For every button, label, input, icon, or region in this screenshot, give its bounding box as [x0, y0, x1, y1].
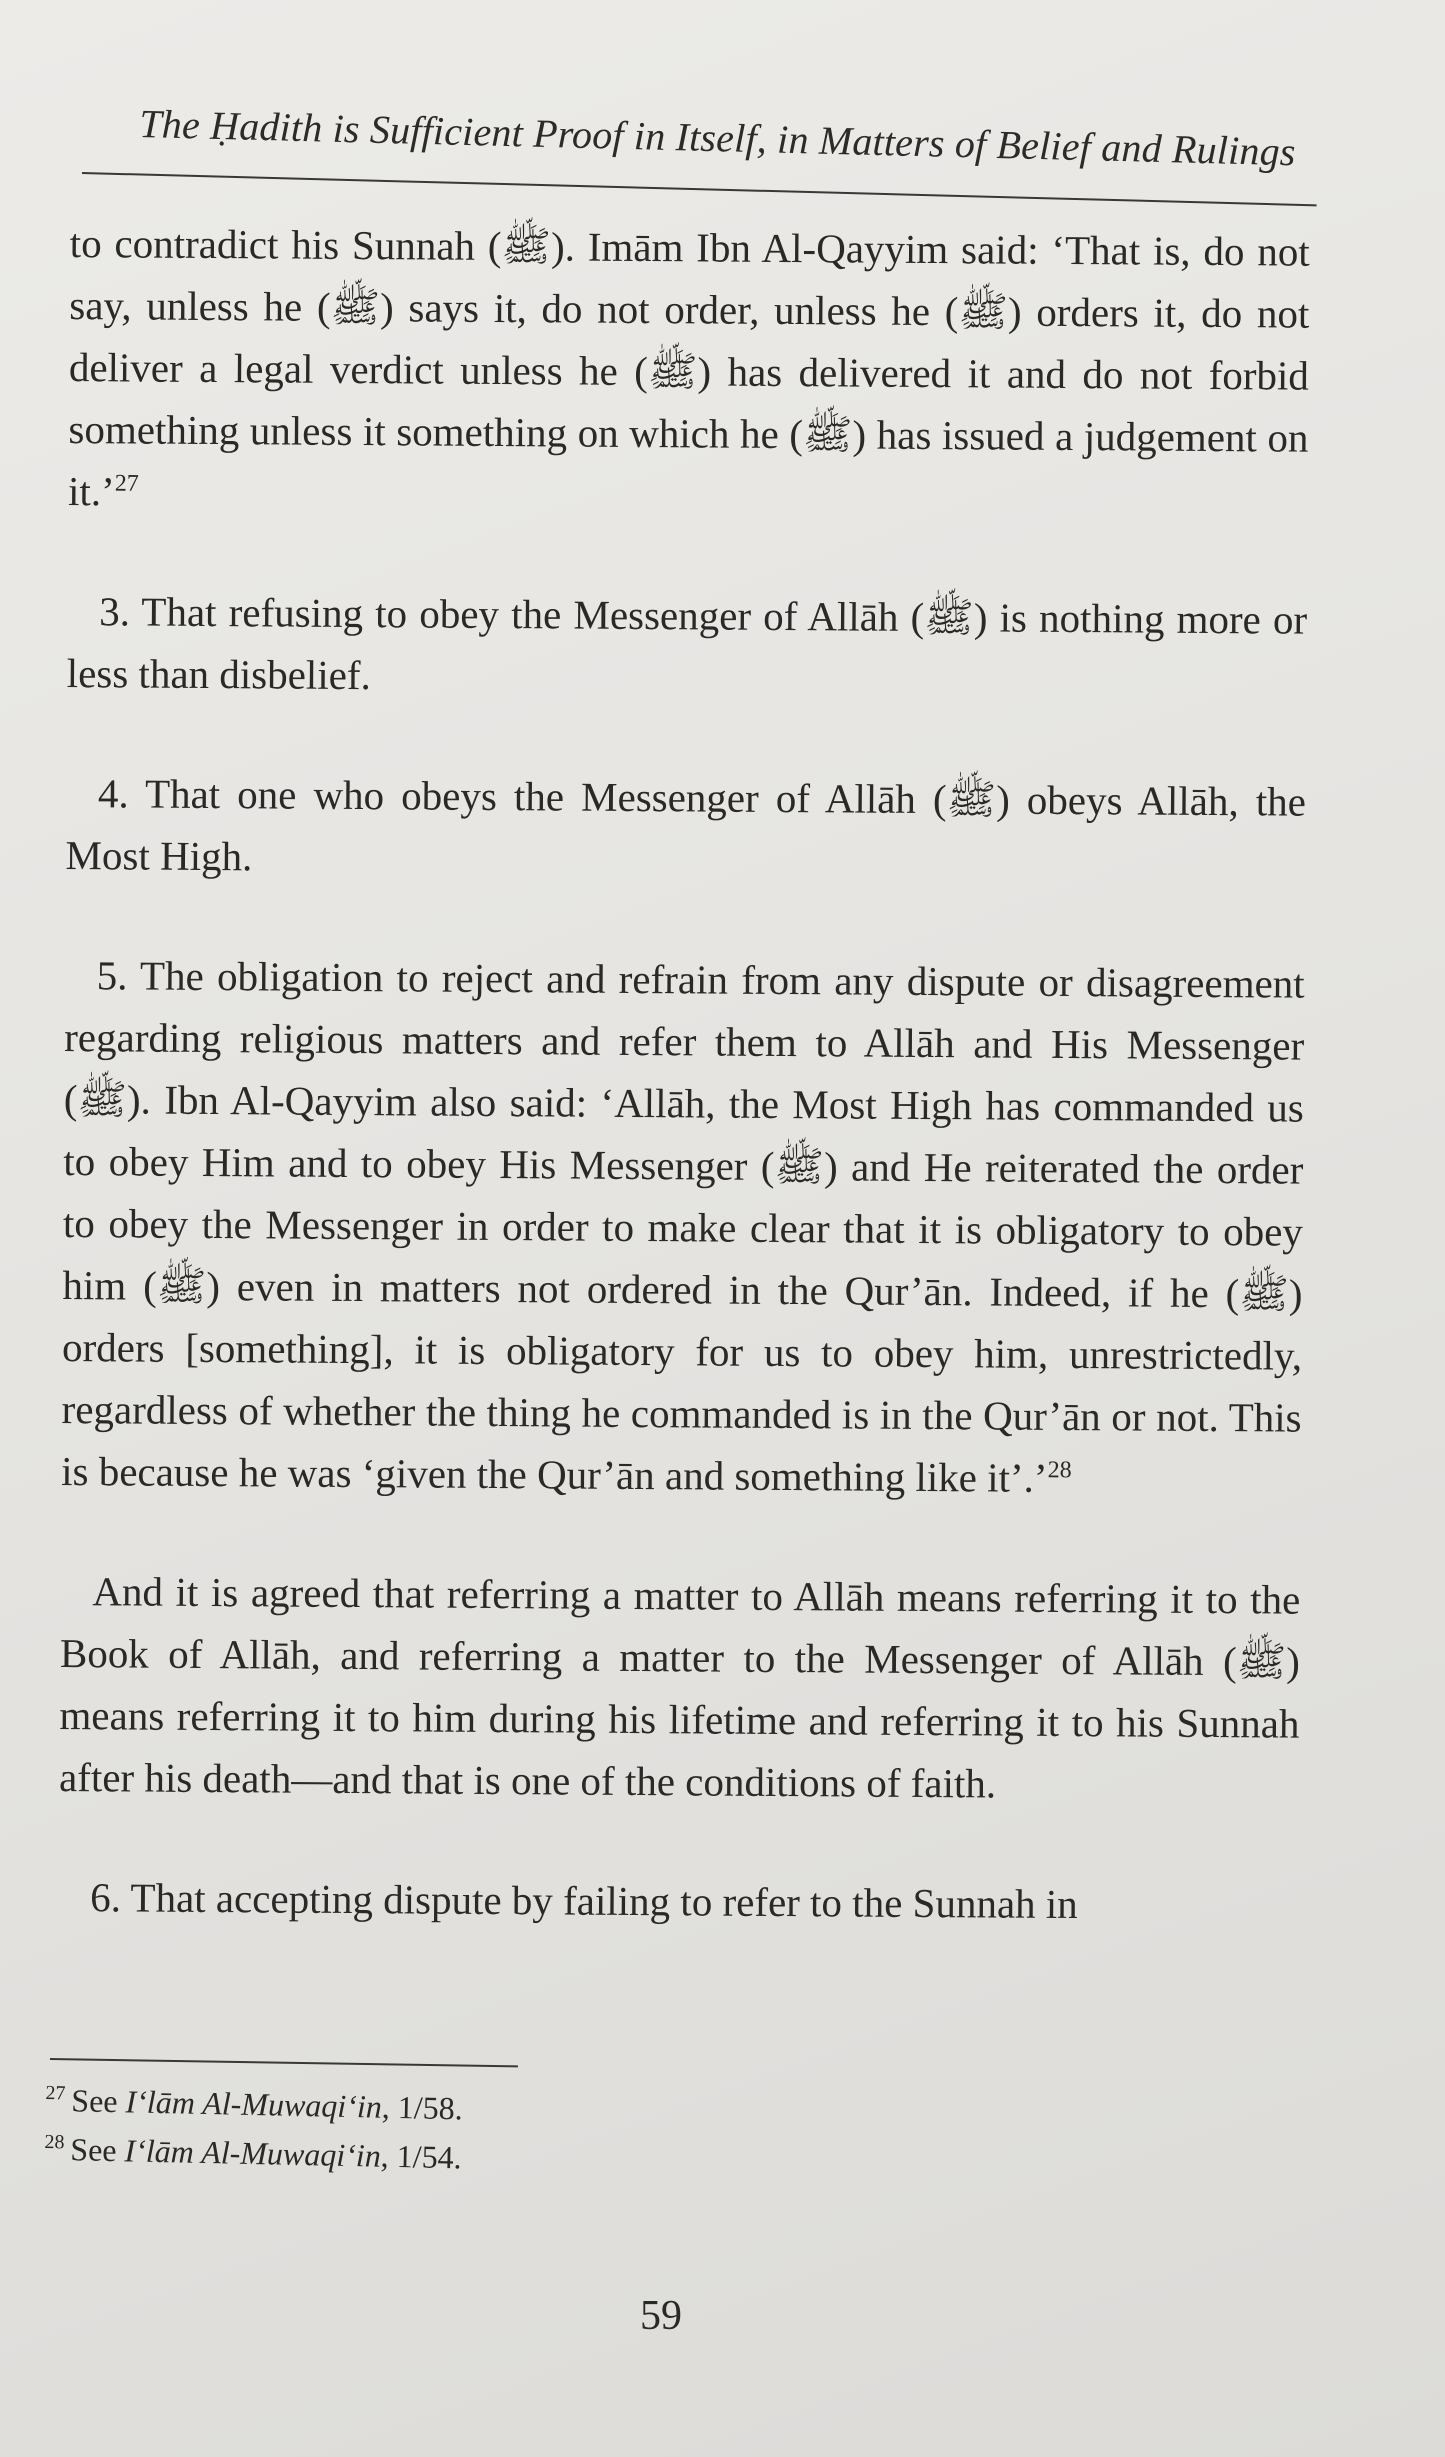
- paragraph-text: 6. That accepting dispute by failing to refer to the Sunnah in: [90, 1874, 1078, 1928]
- footnote-location: , 1/54.: [380, 2137, 463, 2176]
- paragraph-point-3: [67, 580, 1308, 713]
- paragraph-text: 3. That refusing to obey the Messenger of Allāh (ﷺ) is nothing more or less than disbelief.: [66, 588, 1308, 699]
- page-number: 59: [640, 2293, 682, 2339]
- body-text: [58, 212, 1310, 1937]
- footnote-prefix: See: [70, 2130, 117, 2168]
- footnote-ref: 27: [114, 470, 139, 497]
- paragraph-point-6: [58, 1866, 1298, 1937]
- footnote-prefix: See: [71, 2082, 118, 2120]
- footnotes: [44, 2072, 746, 2184]
- paragraph-point-4: [65, 762, 1306, 895]
- paragraph-referring: [59, 1560, 1301, 1817]
- footnote-number: 27: [45, 2081, 66, 2105]
- running-header: The Ḥadith is Sufficient Proof in Itself, in Matters of Belief and Rulings: [138, 100, 1297, 175]
- paragraph-text: 4. That one who obeys the Messenger of Allāh (ﷺ) obeys Allāh, the Most High.: [65, 770, 1307, 880]
- paragraph-text: 5. The obligation to reject and refrain from any dispute or disagreement regarding religious matters and refer them to Allāh and His Messenger (ﷺ). Ibn Al-Qayyim also said: ‘Allāh, the Most High has commanded us to obey Him and to obey His Messenger (ﷺ) and He reiterated the order to obey the Messenger in order to make clear that it is obligatory to obey him (ﷺ) even in matters not ordered in the Qur’ān. Indeed, if he (ﷺ) orders [something], it is obligatory for us to obey him, unrestrictedly, regardless of whether the thing he commanded is in the Qur’ān or not. This is because he was ‘given the Qur’ān and something like it’.’: [61, 952, 1305, 1501]
- paragraph-point-5: [61, 944, 1305, 1511]
- footnote-title: I‘lām Al-Muwaqi‘in: [124, 2131, 382, 2174]
- footnote-title: I‘lām Al-Muwaqi‘in: [125, 2083, 383, 2125]
- paragraph-continuation: [68, 212, 1310, 531]
- footnote-number: 28: [44, 2130, 65, 2154]
- header-rule: [82, 172, 1317, 206]
- paragraph-text: And it is agreed that referring a matter to Allāh means referring it to the Book of Allāh, and referring a matter to the Messenger of Allāh (ﷺ) means referring it to him during his lifetime and referring it to his Sunnah after his death—and that is one of the conditions of faith.: [58, 1568, 1301, 1807]
- footnote-rule: [50, 2058, 518, 2067]
- footnote-location: , 1/58.: [381, 2088, 464, 2127]
- paragraph-text: to contradict his Sunnah (ﷺ). Imām Ibn Al-Qayyim said: ‘That is, do not say, unless he (ﷺ) says it, do not order, unless he (ﷺ) orders it, do not deliver a legal verdict unless he (ﷺ) has delivered it and do not forbid something unless it something on which he (ﷺ) has issued a judgement on it.’: [67, 219, 1310, 515]
- footnote-ref: 28: [1047, 1457, 1072, 1484]
